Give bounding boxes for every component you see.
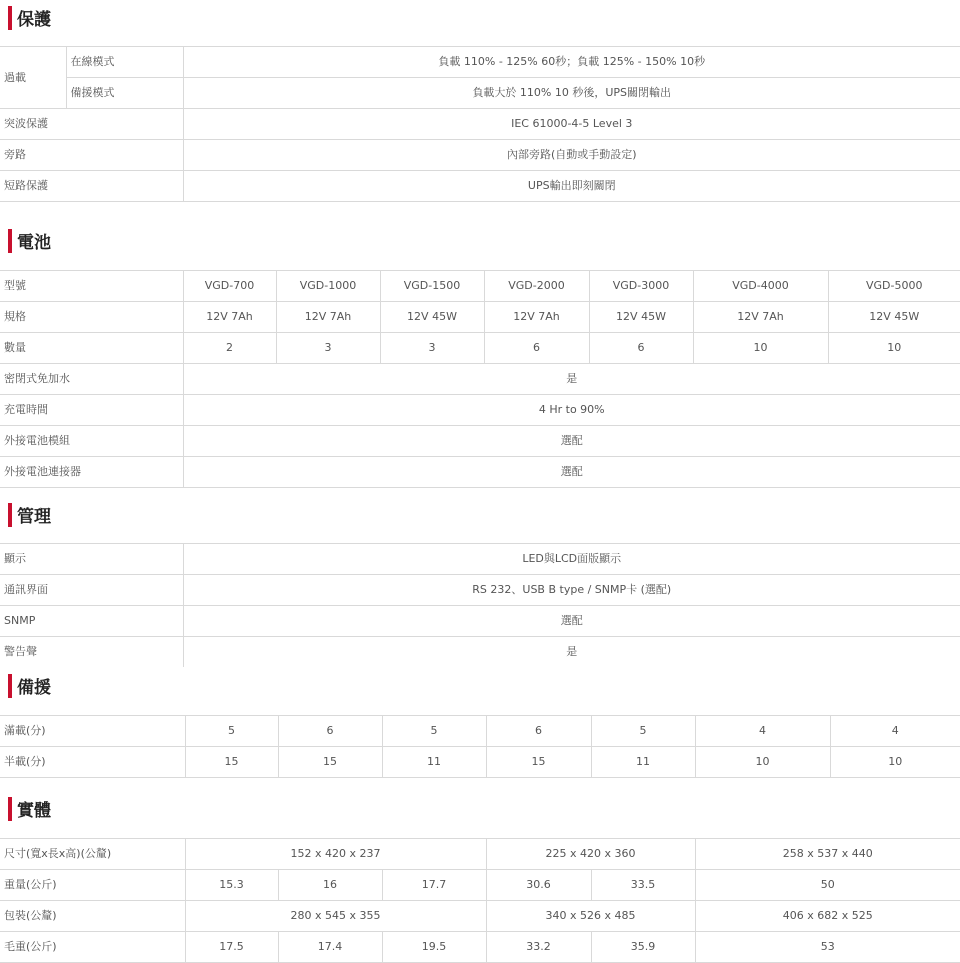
accent-bar bbox=[8, 503, 12, 527]
row-value: 選配 bbox=[183, 426, 960, 457]
table-cell: 30.6 bbox=[486, 870, 591, 901]
table-row bbox=[0, 171, 960, 202]
accent-bar bbox=[8, 674, 12, 698]
row-label: 警告聲 bbox=[0, 637, 183, 668]
table-row bbox=[0, 870, 960, 901]
row-label: SNMP bbox=[0, 606, 183, 637]
table-cell: 35.9 bbox=[591, 932, 695, 963]
table-cell: 15 bbox=[486, 747, 591, 778]
table-cell: VGD-3000 bbox=[589, 271, 693, 302]
row-value: 選配 bbox=[183, 457, 960, 488]
row-label: 過載 bbox=[0, 47, 66, 109]
table-cell: 15 bbox=[278, 747, 382, 778]
table-cell: 5 bbox=[185, 716, 278, 747]
row-value: 選配 bbox=[183, 606, 960, 637]
table-row bbox=[0, 457, 960, 488]
table-cell: 17.7 bbox=[382, 870, 486, 901]
row-value: IEC 61000-4-5 Level 3 bbox=[183, 109, 960, 140]
table-cell: 10 bbox=[828, 333, 960, 364]
table-cell: 4 bbox=[830, 716, 960, 747]
row-label: 重量(公斤) bbox=[0, 870, 185, 901]
row-value: 是 bbox=[183, 637, 960, 668]
backup-table bbox=[0, 715, 960, 778]
row-sublabel: 備援模式 bbox=[66, 78, 183, 109]
row-label: 密閉式免加水 bbox=[0, 364, 183, 395]
table-row bbox=[0, 901, 960, 932]
accent-bar bbox=[8, 797, 12, 821]
accent-bar bbox=[8, 6, 12, 30]
row-value: 負載大於 110% 10 秒後，UPS關閉輸出 bbox=[183, 78, 960, 109]
table-cell: 6 bbox=[278, 716, 382, 747]
table-row bbox=[0, 109, 960, 140]
table-row bbox=[0, 395, 960, 426]
table-cell: 10 bbox=[693, 333, 828, 364]
table-cell: 12V 7Ah bbox=[693, 302, 828, 333]
table-cell: 152 x 420 x 237 bbox=[185, 839, 486, 870]
row-label: 通訊界面 bbox=[0, 575, 183, 606]
management-table bbox=[0, 543, 960, 667]
table-cell: 340 x 526 x 485 bbox=[486, 901, 695, 932]
table-cell: 6 bbox=[589, 333, 693, 364]
table-cell: 15.3 bbox=[185, 870, 278, 901]
table-cell: 33.2 bbox=[486, 932, 591, 963]
table-cell: 3 bbox=[380, 333, 484, 364]
row-label: 毛重(公斤) bbox=[0, 932, 185, 963]
row-label: 包裝(公釐) bbox=[0, 901, 185, 932]
table-cell: 11 bbox=[591, 747, 695, 778]
table-row bbox=[0, 747, 960, 778]
row-label: 旁路 bbox=[0, 140, 183, 171]
row-value: LED與LCD面版顯示 bbox=[183, 544, 960, 575]
table-cell: 3 bbox=[276, 333, 380, 364]
table-row bbox=[0, 544, 960, 575]
table-cell: VGD-1000 bbox=[276, 271, 380, 302]
table-cell: 5 bbox=[591, 716, 695, 747]
table-row bbox=[0, 78, 960, 109]
table-cell: VGD-1500 bbox=[380, 271, 484, 302]
table-cell: 225 x 420 x 360 bbox=[486, 839, 695, 870]
table-cell: 6 bbox=[484, 333, 589, 364]
table-cell: 2 bbox=[183, 333, 276, 364]
row-label: 突波保護 bbox=[0, 109, 183, 140]
table-cell: 4 bbox=[695, 716, 830, 747]
row-label: 外接電池模組 bbox=[0, 426, 183, 457]
table-row bbox=[0, 932, 960, 963]
section-heading: 保護 bbox=[17, 10, 51, 30]
table-cell: 50 bbox=[695, 870, 960, 901]
table-cell: 5 bbox=[382, 716, 486, 747]
table-cell: 11 bbox=[382, 747, 486, 778]
table-row bbox=[0, 302, 960, 333]
row-label: 型號 bbox=[0, 271, 183, 302]
row-label: 充電時間 bbox=[0, 395, 183, 426]
row-label: 外接電池連接器 bbox=[0, 457, 183, 488]
table-row bbox=[0, 333, 960, 364]
table-cell: 12V 7Ah bbox=[276, 302, 380, 333]
table-cell: 10 bbox=[830, 747, 960, 778]
table-cell: VGD-700 bbox=[183, 271, 276, 302]
row-label: 規格 bbox=[0, 302, 183, 333]
row-value: 負載 110% - 125% 60秒；負載 125% - 150% 10秒 bbox=[183, 47, 960, 78]
table-cell: 258 x 537 x 440 bbox=[695, 839, 960, 870]
table-row bbox=[0, 47, 960, 78]
table-cell: 12V 45W bbox=[380, 302, 484, 333]
table-row bbox=[0, 364, 960, 395]
table-row bbox=[0, 140, 960, 171]
table-row bbox=[0, 839, 960, 870]
row-label: 尺寸(寬x長x高)(公釐) bbox=[0, 839, 185, 870]
table-row bbox=[0, 606, 960, 637]
table-cell: 12V 45W bbox=[589, 302, 693, 333]
battery-table bbox=[0, 270, 960, 488]
physical-table bbox=[0, 838, 960, 963]
row-label: 半載(分) bbox=[0, 747, 185, 778]
accent-bar bbox=[8, 229, 12, 253]
table-row bbox=[0, 426, 960, 457]
table-cell: 15 bbox=[185, 747, 278, 778]
table-cell: 19.5 bbox=[382, 932, 486, 963]
section-heading: 備援 bbox=[17, 678, 51, 698]
table-cell: 12V 7Ah bbox=[484, 302, 589, 333]
table-row bbox=[0, 575, 960, 606]
table-row bbox=[0, 637, 960, 668]
row-label: 滿載(分) bbox=[0, 716, 185, 747]
table-cell: 33.5 bbox=[591, 870, 695, 901]
table-cell: VGD-2000 bbox=[484, 271, 589, 302]
table-cell: 17.5 bbox=[185, 932, 278, 963]
table-cell: 17.4 bbox=[278, 932, 382, 963]
section-heading: 管理 bbox=[17, 507, 51, 527]
table-cell: 280 x 545 x 355 bbox=[185, 901, 486, 932]
section-heading: 實體 bbox=[17, 801, 51, 821]
protection-table bbox=[0, 46, 960, 202]
table-row bbox=[0, 716, 960, 747]
table-cell: 10 bbox=[695, 747, 830, 778]
table-cell: 6 bbox=[486, 716, 591, 747]
row-value: 是 bbox=[183, 364, 960, 395]
table-cell: 16 bbox=[278, 870, 382, 901]
row-label: 短路保護 bbox=[0, 171, 183, 202]
section-heading: 電池 bbox=[17, 233, 51, 253]
table-row bbox=[0, 271, 960, 302]
table-cell: 406 x 682 x 525 bbox=[695, 901, 960, 932]
table-cell: 12V 7Ah bbox=[183, 302, 276, 333]
row-value: 內部旁路(自動或手動設定) bbox=[183, 140, 960, 171]
row-value: 4 Hr to 90% bbox=[183, 395, 960, 426]
row-label: 數量 bbox=[0, 333, 183, 364]
table-cell: 12V 45W bbox=[828, 302, 960, 333]
row-label: 顯示 bbox=[0, 544, 183, 575]
table-cell: VGD-4000 bbox=[693, 271, 828, 302]
row-value: UPS輸出即刻關閉 bbox=[183, 171, 960, 202]
row-value: RS 232、USB B type / SNMP卡 (選配) bbox=[183, 575, 960, 606]
table-cell: VGD-5000 bbox=[828, 271, 960, 302]
row-sublabel: 在線模式 bbox=[66, 47, 183, 78]
table-cell: 53 bbox=[695, 932, 960, 963]
